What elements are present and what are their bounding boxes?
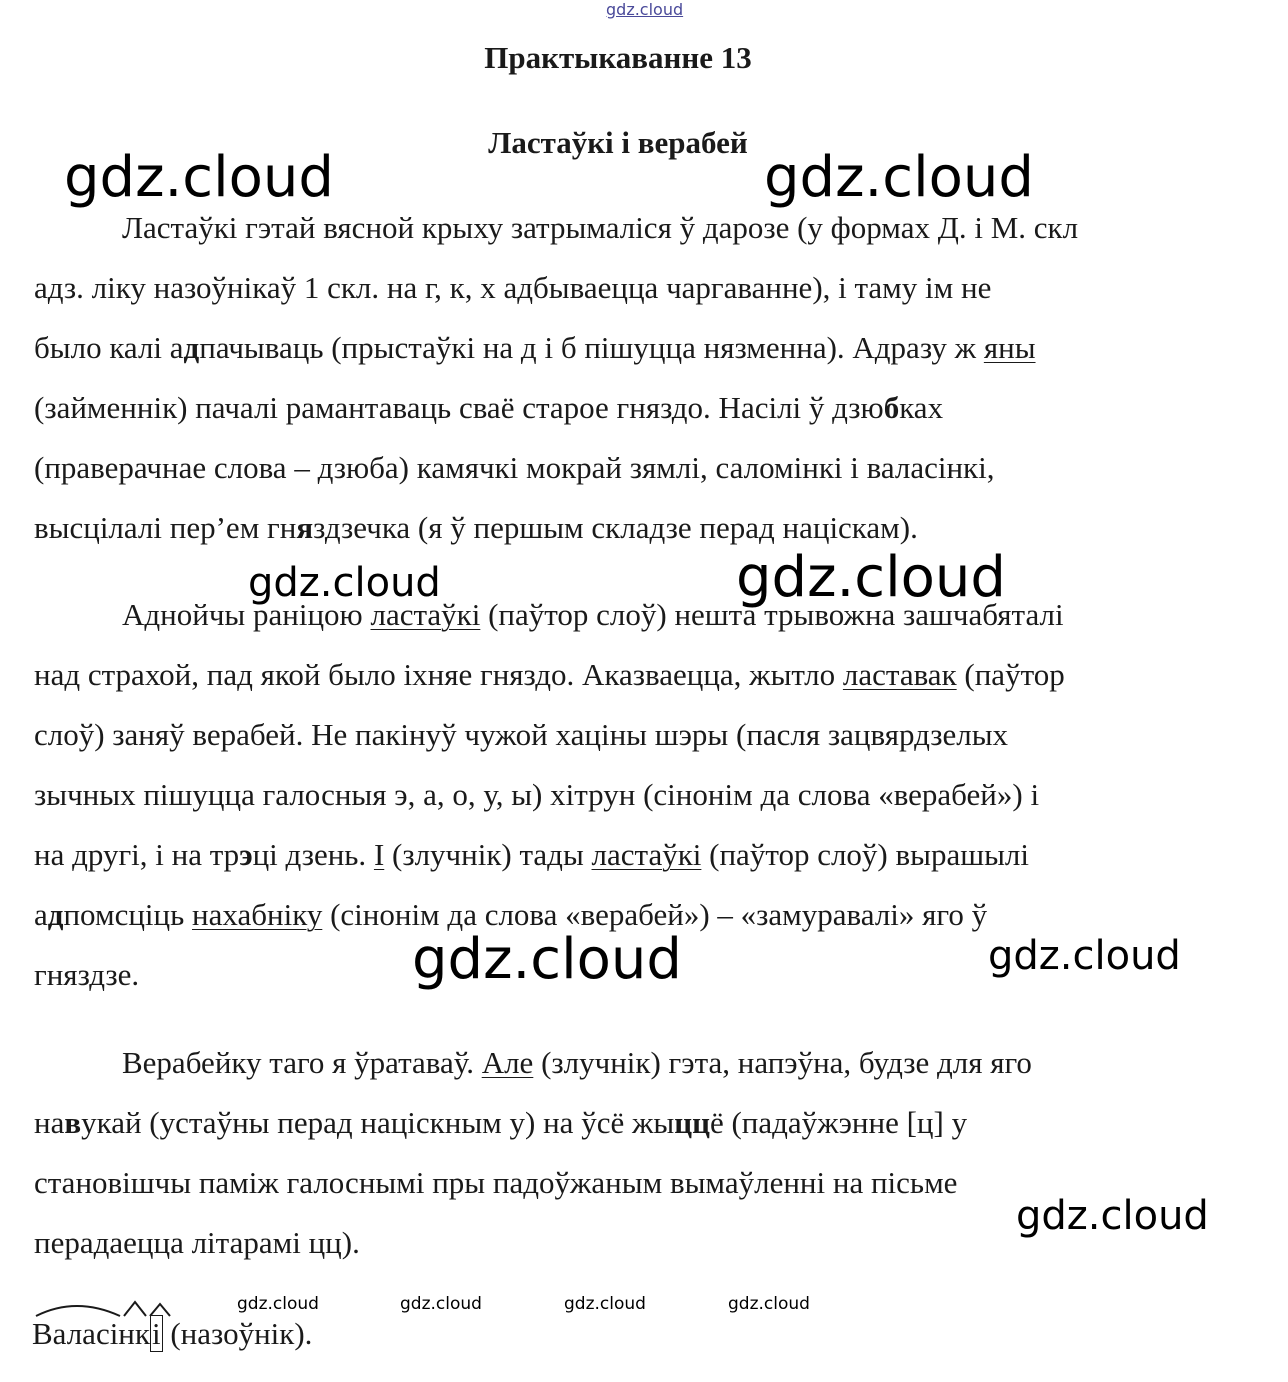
watermark-top[interactable]: gdz.cloud <box>606 0 684 19</box>
p3-line-1: Верабейку таго я ўратаваў. Але (злучнік) гэта, напэўна, будзе для яго <box>122 1045 1032 1080</box>
p2-line-1: Аднойчы раніцою ластаўкі (паўтор слоў) нешта трывожна зашчабяталі <box>122 597 1064 632</box>
watermark: gdz.cloud <box>764 145 1034 210</box>
p1-line-3: было калі адпачываць (прыстаўкі на д і б пішуцца нязменна). Адразу ж яны <box>34 330 1036 365</box>
watermark: gdz.cloud <box>412 927 682 992</box>
watermark: gdz.cloud <box>988 933 1181 979</box>
underlined-word: Але <box>481 1045 534 1080</box>
watermark: gdz.cloud <box>64 145 334 210</box>
p3-line-4: перадаецца літарамі цц). <box>34 1225 360 1260</box>
p2-line-6: адпомсціць нахабніку (сінонім да слова «верабей») – «замуравалі» яго ў <box>34 897 988 932</box>
watermark: gdz.cloud <box>736 545 1006 610</box>
p2-line-3: слоў) заняў верабей. Не пакінуў чужой хаціны шэры (пасля зацвярдзелых <box>34 717 1009 752</box>
p1-line-5: (праверачнае слова – дзюба) камячкі мокрай зямлі, саломінкі і валасінкі, <box>34 450 995 485</box>
word-stem: Валасінк <box>32 1316 150 1351</box>
page-title: Практыкаванне 13 <box>484 40 752 75</box>
underlined-word: нахабніку <box>192 897 323 932</box>
underlined-word: ластаўкі <box>370 597 481 632</box>
watermark: gdz.cloud <box>248 560 441 606</box>
p2-line-5: на другі, і на трэці дзень. І (злучнік) тады ластаўкі (паўтор слоў) вырашылі <box>34 837 1030 872</box>
underlined-word: яны <box>983 330 1036 365</box>
watermark: gdz.cloud <box>237 1294 319 1314</box>
watermark: gdz.cloud <box>564 1294 646 1314</box>
watermark: gdz.cloud <box>1016 1193 1209 1239</box>
watermark: gdz.cloud <box>728 1294 810 1314</box>
p2-line-4: зычных пішуцца галосныя э, а, о, у, ы) хітрун (сінонім да слова «верабей») і <box>34 777 1040 812</box>
p1-line-4: (займеннік) пачалі рамантаваць сваё старое гняздо. Насілі ў дзюбках <box>34 390 944 425</box>
page-subtitle: Ластаўкі і верабей <box>488 125 748 160</box>
p2-line-2: над страхой, пад якой было іхняе гняздо. Аказваецца, жытло ластавак (паўтор <box>34 657 1065 692</box>
underlined-word: ластаўкі <box>591 837 702 872</box>
underlined-word: ластавак <box>842 657 957 692</box>
p1-line-6: высцілалі пер’ем гняздзечка (я ў першым складзе перад націскам). <box>34 510 918 545</box>
p1-line-1: Ластаўкі гэтай вясной крыху затрымаліся ў дарозе (у формах Д. і М. скл <box>122 210 1079 245</box>
word-note: (назоўнік). <box>162 1316 313 1351</box>
watermark: gdz.cloud <box>400 1294 482 1314</box>
p1-line-2: адз. ліку назоўнікаў 1 скл. на г, к, х адбываецца чаргаванне), і таму ім не <box>34 270 992 305</box>
p2-line-7: гняздзе. <box>34 957 140 992</box>
p3-line-3: становішчы паміж галоснымі пры падоўжаным вымаўленні на пісьме <box>34 1165 958 1200</box>
p3-line-2: навукай (устаўны перад націскным у) на ўсё жыццё (падаўжэнне [ц] у <box>34 1105 968 1140</box>
word-ending: і <box>151 1316 161 1351</box>
underlined-word: І <box>373 837 385 872</box>
